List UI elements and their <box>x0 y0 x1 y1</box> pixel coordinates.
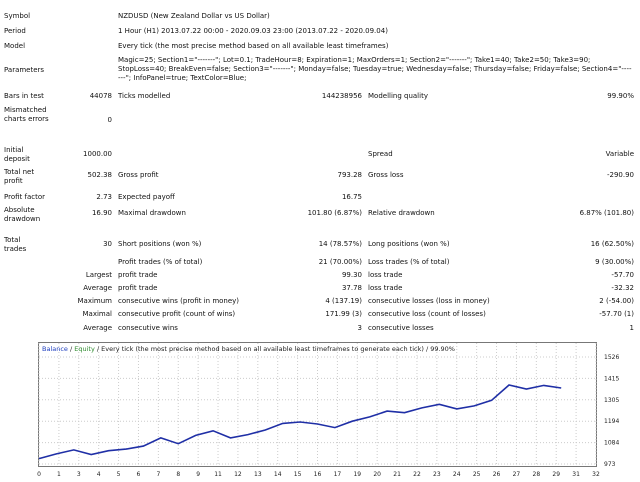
largest-loss-value: -57.70 <box>611 271 634 279</box>
legend-balance: Balance <box>42 345 68 353</box>
netprofit-value: 502.38 <box>87 171 112 179</box>
reldd-label: Relative drawdown <box>368 209 435 217</box>
max-wins-value: 4 (137.19) <box>325 297 362 305</box>
deposit-label: Initial deposit <box>4 146 30 163</box>
parameters-label: Parameters <box>4 66 45 74</box>
period-label: Period <box>4 27 26 35</box>
x-tick-label: 4 <box>96 471 101 478</box>
x-tick-label: 5 <box>116 471 121 478</box>
spread-value: Variable <box>605 150 634 158</box>
period-value: 1 Hour (H1) 2013.07.22 00:00 - 2020.09.03 23:00 (2013.07.22 - 2020.09.04) <box>118 27 388 35</box>
avg-losses-value: 1 <box>629 324 634 332</box>
x-tick-label: 13 <box>254 471 262 478</box>
average-profit-value: 37.78 <box>341 284 362 292</box>
ep-label: Expected payoff <box>118 193 175 201</box>
x-tick-label: 11 <box>214 471 222 478</box>
x-tick-label: 28 <box>532 471 541 478</box>
x-tick-label: 3 <box>76 471 81 478</box>
x-tick-label: 29 <box>552 471 561 478</box>
legend-equity: Equity <box>74 345 95 353</box>
pf-label: Profit factor <box>4 193 45 201</box>
maximum-label: Maximum <box>77 297 112 305</box>
lt-value: 9 (30.00%) <box>595 258 634 266</box>
long-value: 16 (62.50%) <box>590 240 634 248</box>
avg-wins-value: 3 <box>357 324 362 332</box>
reldd-value: 6.87% (101.80) <box>579 209 634 217</box>
avg-losses-label: consecutive losses <box>368 324 434 332</box>
x-tick-label: 9 <box>196 471 201 478</box>
lt-label: Loss trades (% of total) <box>368 258 450 266</box>
x-tick-label: 31 <box>572 471 580 478</box>
quality-label: Modelling quality <box>368 92 428 100</box>
x-tick-label: 12 <box>234 471 242 478</box>
netprofit-label: Total net profit <box>4 168 35 185</box>
avg-wins-label: consecutive wins <box>118 324 178 332</box>
average-label: Average <box>83 284 112 292</box>
x-tick-label: 25 <box>472 471 481 478</box>
legend-separator: / <box>67 345 75 353</box>
mismatched-label: Mismatched charts errors <box>4 106 49 123</box>
deposit-value: 1000.00 <box>83 150 112 158</box>
x-tick-label: 17 <box>333 471 342 478</box>
grossprofit-value: 793.28 <box>337 171 362 179</box>
mismatched-value: 0 <box>107 116 112 124</box>
y-tick-label: 1415 <box>604 375 620 383</box>
maximal-profit-label: consecutive profit (count of wins) <box>118 310 236 318</box>
x-tick-label: 21 <box>393 471 401 478</box>
ep-value: 16.75 <box>341 193 362 201</box>
long-label: Long positions (won %) <box>368 240 450 248</box>
maximal-loss-label: consecutive loss (count of losses) <box>368 310 486 318</box>
x-tick-label: 32 <box>592 471 600 478</box>
maxdd-label: Maximal drawdown <box>118 209 186 217</box>
bars-label: Bars in test <box>4 92 44 100</box>
chart-legend <box>42 345 455 353</box>
absdd-label: Absolute drawdown <box>4 206 41 223</box>
average-loss-value: -32.32 <box>611 284 634 292</box>
average2-label: Average <box>83 324 112 332</box>
y-tick-label: 1305 <box>604 396 620 404</box>
grossprofit-label: Gross profit <box>118 171 159 179</box>
x-tick-label: 16 <box>313 471 322 478</box>
x-tick-label: 23 <box>433 471 441 478</box>
x-tick-label: 24 <box>452 471 461 478</box>
short-value: 14 (78.57%) <box>318 240 362 248</box>
pt-value: 21 (70.00%) <box>318 258 362 266</box>
x-axis-labels <box>37 471 600 478</box>
largest-label: Largest <box>85 271 112 279</box>
max-wins-label: consecutive wins (profit in money) <box>118 297 240 305</box>
y-tick-label: 1526 <box>604 354 620 361</box>
legend-description: / Every tick (the most precise method based on all available least timeframes to generate each tick) / 99.90% <box>94 345 455 353</box>
symbol-label: Symbol <box>4 12 31 20</box>
absdd-value: 16.90 <box>91 209 112 217</box>
x-tick-label: 1 <box>56 471 61 478</box>
y-tick-label: 1084 <box>604 439 620 447</box>
x-tick-label: 0 <box>37 471 41 478</box>
largest-profit-value: 99.30 <box>341 271 362 279</box>
balance-chart <box>38 342 640 480</box>
balance-chart-svg <box>38 342 640 480</box>
ticks-value: 144238956 <box>321 92 362 100</box>
totaltrades-value: 30 <box>103 240 112 248</box>
y-tick-label: 1194 <box>604 418 620 426</box>
grossloss-value: -290.90 <box>606 171 634 179</box>
short-label: Short positions (won %) <box>118 240 202 248</box>
max-losses-value: 2 (-54.00) <box>599 297 634 305</box>
symbol-value: NZDUSD (New Zealand Dollar vs US Dollar) <box>118 12 270 20</box>
y-axis-labels <box>604 354 619 468</box>
ticks-label: Ticks modelled <box>118 92 171 100</box>
x-tick-label: 8 <box>176 471 181 478</box>
x-tick-label: 27 <box>512 471 521 478</box>
x-tick-label: 14 <box>273 471 282 478</box>
x-tick-label: 22 <box>413 471 421 478</box>
x-tick-label: 7 <box>156 471 161 478</box>
maximal-label: Maximal <box>82 310 112 318</box>
y-tick-label: 973 <box>604 461 616 468</box>
max-losses-label: consecutive losses (loss in money) <box>368 297 490 305</box>
x-tick-label: 6 <box>136 471 141 478</box>
maximal-profit-value: 171.99 (3) <box>325 310 362 318</box>
pt-label: Profit trades (% of total) <box>118 258 203 266</box>
x-tick-label: 26 <box>492 471 501 478</box>
x-tick-label: 20 <box>373 471 381 478</box>
model-value: Every tick (the most precise method based on all available least timeframes) <box>118 42 389 50</box>
average-loss-label: loss trade <box>368 284 403 292</box>
largest-profit-label: profit trade <box>118 271 158 279</box>
average-profit-label: profit trade <box>118 284 158 292</box>
bars-value: 44078 <box>89 92 112 100</box>
quality-value: 99.90% <box>607 92 634 100</box>
x-tick-label: 15 <box>293 471 302 478</box>
maxdd-value: 101.80 (6.87%) <box>307 209 362 217</box>
largest-loss-label: loss trade <box>368 271 403 279</box>
pf-value: 2.73 <box>96 193 112 201</box>
model-label: Model <box>4 42 26 50</box>
x-tick-label: 19 <box>353 471 362 478</box>
parameters-value: Magic=25; Section1="-------"; Lot=0.1; TradeHour=8; Expiration=1; MaxOrders=1; Section2="-------"; Take1=40; Take2=50; Take3=90; StopLoss=40; BreakEven=false; Section3="-------"; Monday=false; Tuesday=true; Wednesday=false; Thursday=false; Friday=false; Section4="-------"; InfoPanel=true; TextColor=Blue; <box>118 56 632 82</box>
grossloss-label: Gross loss <box>368 171 404 179</box>
maximal-loss-value: -57.70 (1) <box>599 310 634 318</box>
totaltrades-label: Total trades <box>4 236 27 253</box>
spread-label: Spread <box>368 150 393 158</box>
